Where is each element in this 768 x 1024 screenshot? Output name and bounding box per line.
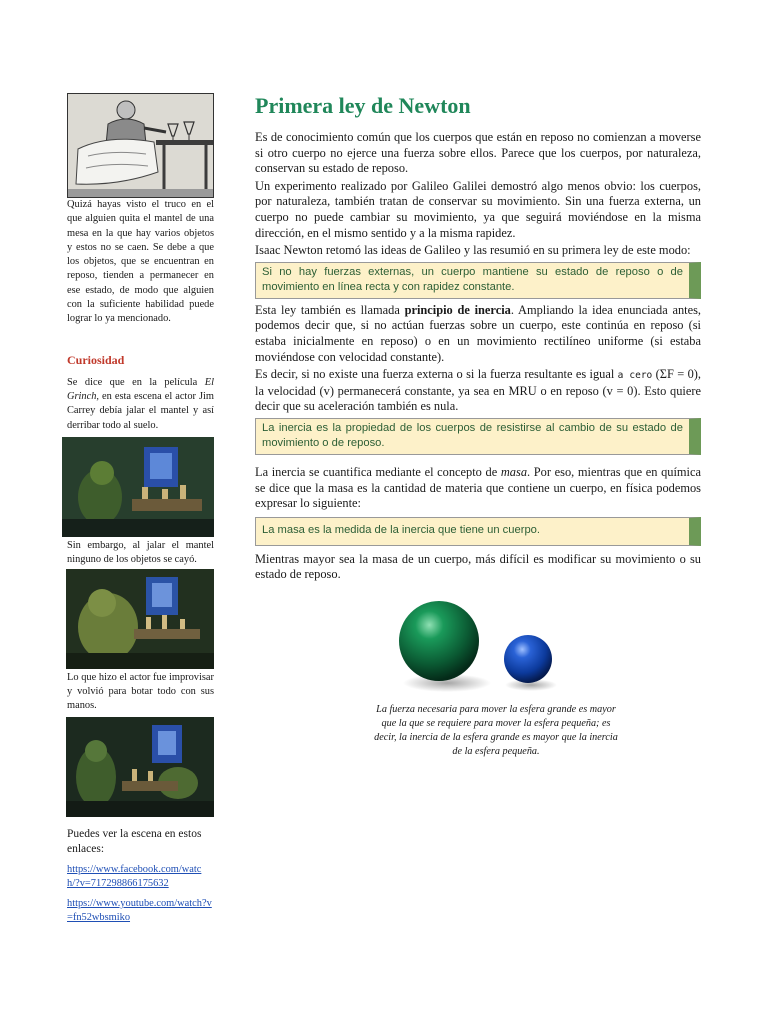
movie-caption-2: Lo que hizo el actor fue improvisar y volvió para botar todo con sus manos. [67, 671, 214, 711]
spheres-figure [255, 593, 701, 703]
sidebar-intro-text: Quizá hayas visto el truco en el que alguien quita el mantel de una mesa en la que hay varios objetos y estos no se caen. Se debe a que los objetos, que se encuentran en reposo, tienden a permanecer en ese estado, de modo que alguien con la suficiente habilidad puede lograr lo ya mencionado. [67, 199, 214, 325]
paragraph-4-post: . Ampliando la idea enunciada antes, podemos decir que, si no actúan fuerzas sobre un cuerpo, este continúa en reposo (si estaba inicialmente en reposo) o en un movimiento rectilíneo uniforme (si estaba moviéndose con velocidad constante). [255, 302, 702, 364]
paragraph-6 [255, 465, 701, 512]
curiosity-text-pre: Se dice que en la película [67, 376, 205, 388]
paragraph-6-post: . Por eso, mientras que en química se dice que la masa es la cantidad de materia que contiene un cuerpo, en física podemos expresar lo siguiente: [255, 464, 701, 511]
inertia-principle-term: principio de inercia [404, 302, 511, 317]
curiosity-text-post: en esta escena el actor Jim Carrey debía jalar el mantel y así derribar todo al suelo. [67, 390, 214, 431]
paragraph-7: Mientras mayor sea la masa de un cuerpo, más difícil es modificar su movimiento o su estado de reposo. [255, 551, 701, 582]
paragraph-4-pre: Esta ley también es llamada [255, 302, 405, 317]
movie-still-3 [66, 717, 214, 817]
mass-term: masa [500, 464, 528, 479]
paragraph-5-b: (ΣF = 0), la velocidad (v) permanecerá constante, ya sea en MRU o en reposo (v = 0). Esto quiere decir que su aceleración también es nula. [255, 367, 701, 414]
paragraph-6-pre: La inercia se cuantifica mediante el concepto de [255, 464, 501, 479]
highlight-box-mass: La masa es la medida de la inercia que tiene un cuerpo. [255, 517, 701, 546]
links-intro-text: Puedes ver la escena en estos enlaces: [67, 827, 202, 855]
movie-still-2 [66, 569, 214, 669]
youtube-link[interactable]: https://www.youtube.com/watch?v=fn52wbsmiko [67, 897, 212, 923]
main-content [255, 92, 701, 759]
curiosity-film-title: El Grinch, [67, 376, 214, 402]
movie-still-1 [62, 437, 214, 537]
paragraph-1: Es de conocimiento común que los cuerpos que están en reposo no comienzan a moverse si otro cuerpo no ejerce una fuerza sobre ellos. Parece que los cuerpos, por naturaleza, conservan su estado de reposo. [255, 130, 701, 176]
tablecloth-sketch-image [67, 93, 214, 198]
sidebar [62, 93, 214, 925]
paragraph-3: Isaac Newton retomó las ideas de Galileo y las resumió en su primera ley de este modo: [255, 243, 691, 258]
paragraph-2: Un experimento realizado por Galileo Galilei demostró algo menos obvio: los cuerpos, por naturaleza, también tratan de conservar su movimiento. Sin una fuerza externa, un cuerpo no puede cambiar su movimiento, ya que seguirá moviéndose en la misma dirección, en el mismo sentido y a la misma rapidez. [255, 178, 701, 240]
paragraph-4 [255, 303, 701, 365]
highlight-box-first-law: Si no hay fuerzas externas, un cuerpo mantiene su estado de reposo o de movimiento en línea recta y con rapidez constante. [255, 262, 701, 299]
paragraph-5 [255, 367, 701, 415]
page-title: Primera ley de Newton [255, 93, 471, 118]
large-green-sphere [399, 601, 479, 681]
facebook-link[interactable]: https://www.facebook.com/watch/?v=717298866175632 [67, 863, 202, 889]
paragraph-5-a: Es decir, si no existe una fuerza externa o si la fuerza resultante es igual [255, 367, 618, 382]
curiosity-heading: Curiosidad [67, 352, 125, 367]
small-blue-sphere [504, 635, 552, 683]
paragraph-5-mono: a cero [617, 370, 653, 382]
curiosity-text [67, 376, 214, 433]
figure-caption: La fuerza necesaria para mover la esfera grande es mayor que la que se requiere para mover la esfera pequeña; es decir, la inercia de la esfera grande es mayor que la inercia de la esfera pequeña. [374, 703, 618, 757]
spheres-illustration [255, 593, 701, 703]
movie-caption-1: Sin embargo, al jalar el mantel ninguno de los objetos se cayó. [67, 539, 214, 565]
highlight-box-inertia: La inercia es la propiedad de los cuerpos de resistirse al cambio de su estado de movimiento o de reposo. [255, 418, 701, 455]
